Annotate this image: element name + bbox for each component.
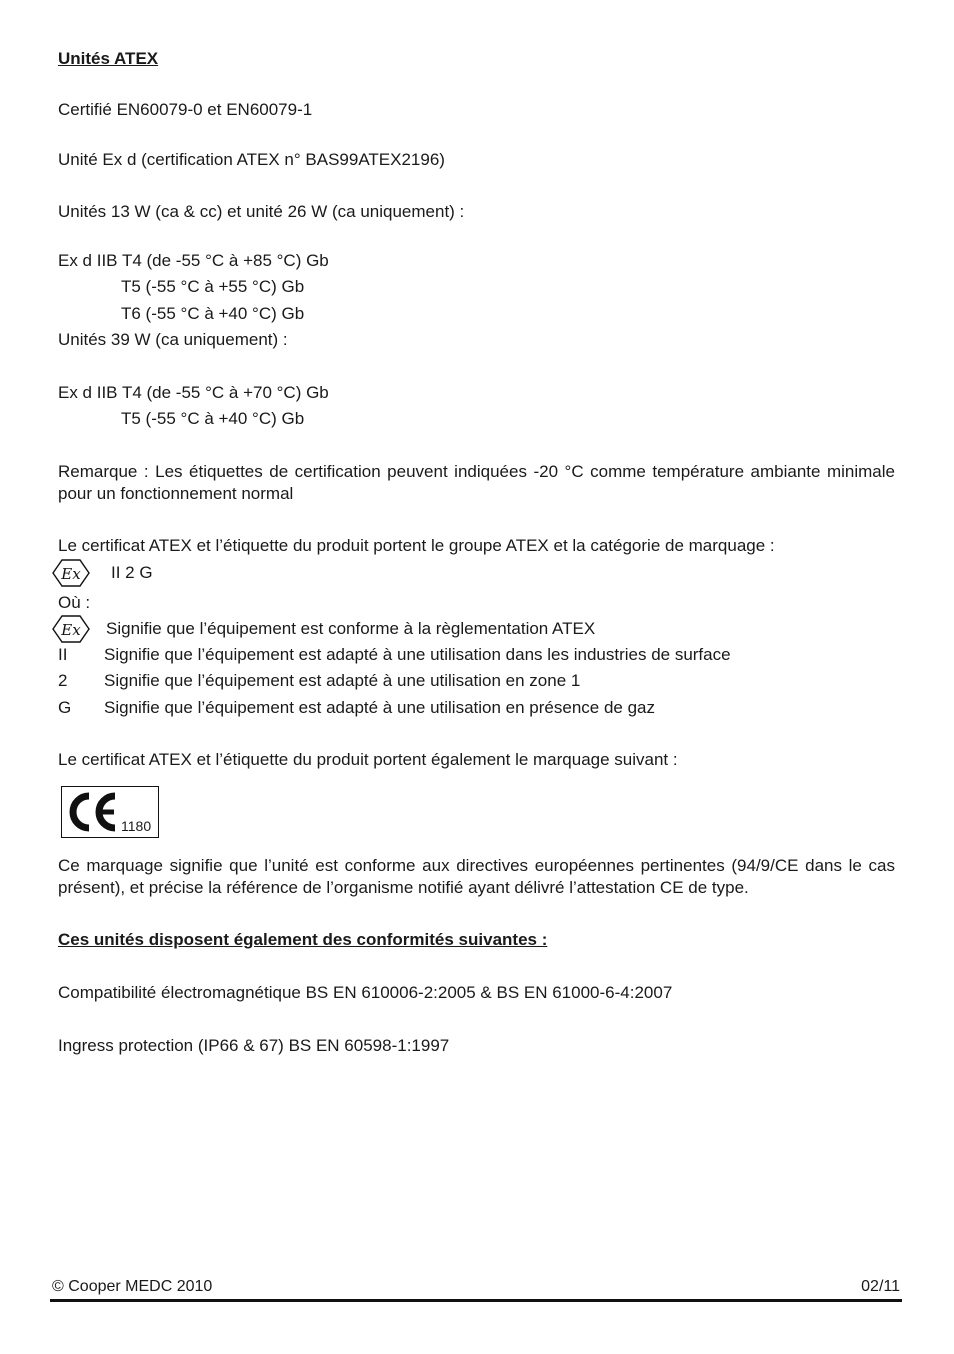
certified-line: Certifié EN60079-0 et EN60079-1: [58, 100, 313, 119]
ex-hexagon-icon: [52, 614, 90, 644]
rating-a-line-3: T6 (-55 °C à +40 °C) Gb: [121, 304, 305, 323]
atex-intro-line: Le certificat ATEX et l’étiquette du produit portent le groupe ATEX et la catégorie de marquage :: [58, 536, 775, 555]
units-13-26-line: Unités 13 W (ca & cc) et unité 26 W (ca uniquement) :: [58, 202, 465, 221]
emc-line: Compatibilité électromagnétique BS EN 610006-2:2005 & BS EN 61000-6-4:2007: [58, 983, 673, 1002]
page-heading: Unités ATEX: [58, 49, 159, 68]
footer-page-number: 02/11: [861, 1278, 900, 1295]
svg-text:Ex: Ex: [61, 621, 81, 639]
footer-divider: [50, 1299, 902, 1302]
ce-explanation-paragraph: Ce marquage signifie que l’unité est conforme aux directives européennes pertinentes (94/9/CE dans le cas présent), et précise la référence de l’organisme notifié ayant délivré l’attestation CE de type.: [58, 856, 895, 897]
conformities-heading: Ces unités disposent également des conformités suivantes :: [58, 930, 548, 949]
remark-paragraph: Remarque : Les étiquettes de certification peuvent indiquées -20 °C comme température ambiante minimale pour un fonctionnement normal: [58, 462, 895, 503]
legend-code-ii: II: [58, 645, 68, 664]
rating-b-line-1: Ex d IIB T4 (de -55 °C à +70 °C) Gb: [58, 383, 329, 402]
ex-marking-value: II 2 G: [111, 563, 153, 582]
where-label: Où :: [58, 593, 91, 612]
rating-b-line-2: T5 (-55 °C à +40 °C) Gb: [121, 409, 305, 428]
footer-copyright: © Cooper MEDC 2010: [52, 1278, 213, 1295]
legend-text-ii: Signifie que l’équipement est adapté à une utilisation dans les industries de surface: [104, 645, 731, 664]
also-marking-line: Le certificat ATEX et l’étiquette du produit portent également le marquage suivant :: [58, 750, 678, 769]
units-39-line: Unités 39 W (ca uniquement) :: [58, 330, 288, 349]
rating-a-line-1: Ex d IIB T4 (de -55 °C à +85 °C) Gb: [58, 251, 329, 270]
rating-a-line-2: T5 (-55 °C à +55 °C) Gb: [121, 277, 305, 296]
legend-code-2: 2: [58, 671, 68, 690]
ex-hexagon-icon: [52, 558, 90, 588]
ce-mark-icon: [65, 790, 119, 834]
legend-text-g: Signifie que l’équipement est adapté à une utilisation en présence de gaz: [104, 698, 655, 717]
ce-notified-body-number: 1180: [121, 818, 152, 834]
svg-text:Ex: Ex: [61, 565, 81, 583]
legend-code-g: G: [58, 698, 72, 717]
exd-unit-line: Unité Ex d (certification ATEX n° BAS99ATEX2196): [58, 150, 445, 169]
ingress-line: Ingress protection (IP66 & 67) BS EN 60598-1:1997: [58, 1036, 450, 1055]
legend-text-2: Signifie que l’équipement est adapté à une utilisation en zone 1: [104, 671, 581, 690]
legend-text-ex: Signifie que l’équipement est conforme à la règlementation ATEX: [106, 619, 596, 638]
